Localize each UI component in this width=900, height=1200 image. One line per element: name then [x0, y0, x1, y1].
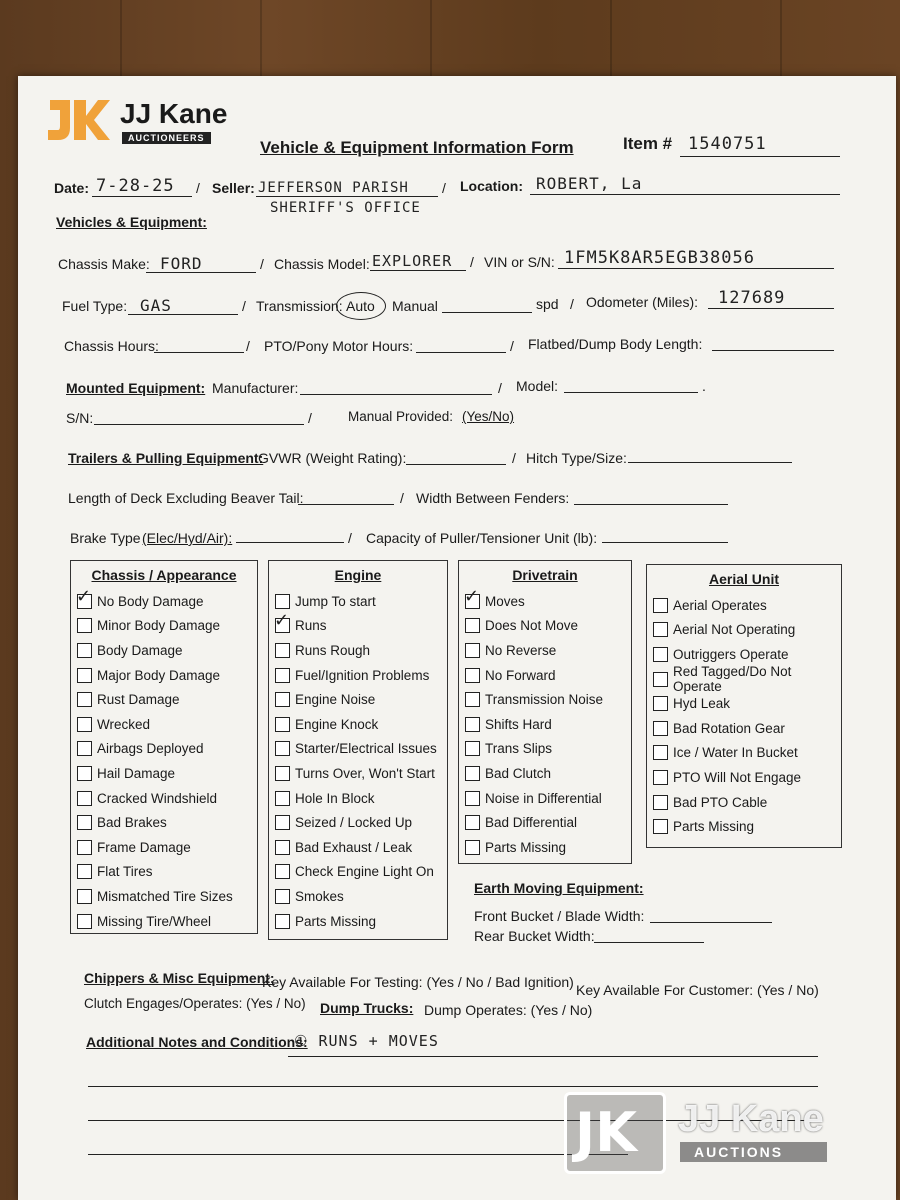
checkbox[interactable] [77, 864, 92, 879]
chassis-appearance-section [70, 560, 258, 934]
checkbox[interactable] [653, 598, 668, 613]
checkbox-row[interactable] [269, 589, 447, 614]
checkbox[interactable] [275, 643, 290, 658]
checkbox-row[interactable] [459, 810, 631, 835]
checkbox-row[interactable] [459, 687, 631, 712]
checkbox-label: Does Not Move [485, 618, 579, 634]
logo-brand: JJ Kane [120, 98, 228, 129]
mounted-manufacturer-label: Manufacturer: [212, 380, 299, 396]
checkbox-label: Red Tagged/Do Not Operate [673, 664, 792, 695]
checkbox[interactable] [77, 618, 92, 633]
brake-type-options[interactable]: (Elec/Hyd/Air): [142, 530, 233, 546]
checkbox-row[interactable] [459, 737, 631, 762]
checkbox-row[interactable] [647, 691, 841, 716]
checkbox-row[interactable] [459, 614, 631, 639]
checkbox-row[interactable] [269, 712, 447, 737]
clutch-label[interactable]: Clutch Engages/Operates: (Yes / No) [84, 996, 306, 1011]
checkbox-label: PTO Will Not Engage [673, 769, 802, 785]
checkbox[interactable] [77, 668, 92, 683]
checkbox-label: Airbags Deployed [97, 741, 204, 757]
checkbox[interactable] [653, 721, 668, 736]
width-fenders-label: Width Between Fenders: [416, 490, 570, 506]
odometer-label: Odometer (Miles): [586, 294, 699, 310]
checkbox[interactable] [77, 643, 92, 658]
fuel-type-label: Fuel Type: [62, 298, 128, 314]
checkbox-label: Major Body Damage [97, 667, 221, 683]
checkbox-row[interactable] [71, 860, 257, 885]
checkbox[interactable] [275, 692, 290, 707]
checkbox-label: Seized / Locked Up [295, 815, 413, 831]
checkbox[interactable] [653, 819, 668, 834]
checkbox[interactable] [274, 610, 290, 633]
watermark-brand: JJ Kane [678, 1098, 824, 1140]
checkbox-row[interactable] [459, 585, 631, 614]
checkbox[interactable] [465, 840, 480, 855]
checkbox-label: No Forward [485, 667, 556, 683]
checkbox-label: Smokes [295, 888, 344, 904]
checkbox-label: Transmission Noise [485, 692, 604, 708]
flatbed-label: Flatbed/Dump Body Length: [528, 336, 703, 352]
checkbox-label: Engine Noise [295, 692, 376, 708]
date-label: Date: [54, 180, 90, 196]
location-label: Location: [460, 178, 523, 194]
checkbox-row[interactable] [269, 884, 447, 909]
checkbox-row[interactable] [647, 618, 841, 643]
chassis-model-label: Chassis Model: [274, 256, 370, 272]
checkbox-row[interactable] [647, 790, 841, 815]
checkbox[interactable] [465, 618, 480, 633]
checkbox-label: Bad Clutch [485, 765, 552, 781]
odometer-value[interactable]: 127689 [718, 288, 786, 308]
mounted-model-label: Model: [516, 378, 559, 394]
checkbox-label: Runs [295, 618, 327, 634]
checkbox-row[interactable] [71, 614, 257, 639]
checkbox-row[interactable] [269, 663, 447, 688]
deck-length-label: Length of Deck Excluding Beaver Tail: [68, 490, 304, 506]
checkmark-icon: ✓ [274, 610, 290, 632]
item-label: Item # [623, 134, 673, 153]
checkbox[interactable] [77, 914, 92, 929]
item-number[interactable]: 1540751 [688, 134, 767, 154]
checkbox[interactable] [275, 717, 290, 732]
spd-label: spd [536, 296, 559, 312]
chippers-heading: Chippers & Misc Equipment: [84, 970, 275, 986]
checkbox-label: Runs Rough [295, 642, 371, 658]
checkbox-label: Starter/Electrical Issues [295, 741, 437, 757]
checkbox[interactable] [77, 741, 92, 756]
checkbox-row[interactable] [71, 835, 257, 860]
transmission-manual[interactable]: Manual [392, 298, 438, 314]
hitch-label: Hitch Type/Size: [526, 450, 627, 466]
checkbox-label: Bad Brakes [97, 815, 167, 831]
checkbox-label: Noise in Differential [485, 790, 602, 806]
checkbox[interactable] [77, 791, 92, 806]
logo-subtitle: AUCTIONEERS [122, 132, 211, 144]
mounted-sn-label: S/N: [66, 410, 94, 426]
checkbox[interactable] [653, 622, 668, 637]
checkbox[interactable] [465, 717, 480, 732]
vin-label: VIN or S/N: [484, 254, 555, 270]
watermark-sub: AUCTIONS [680, 1142, 827, 1162]
checkbox-label: Check Engine Light On [295, 864, 434, 880]
checkbox[interactable] [77, 717, 92, 732]
checkbox[interactable] [653, 795, 668, 810]
aerial-unit-section [646, 564, 842, 848]
checkbox-row[interactable] [459, 712, 631, 737]
checkbox[interactable] [275, 889, 290, 904]
checkbox-row[interactable] [269, 737, 447, 762]
chassis-hours-label: Chassis Hours: [64, 338, 159, 354]
seller-label: Seller: [212, 180, 255, 196]
checkbox-label: Cracked Windshield [97, 790, 218, 806]
checkbox-row[interactable] [71, 638, 257, 663]
chassis-make-label: Chassis Make: [58, 256, 150, 272]
checkbox-row[interactable] [71, 810, 257, 835]
checkbox-label: Shifts Hard [485, 716, 552, 732]
checkbox-row[interactable] [71, 712, 257, 737]
checkbox-row[interactable] [269, 761, 447, 786]
checkbox[interactable] [653, 672, 668, 687]
pto-hours-label: PTO/Pony Motor Hours: [264, 338, 414, 354]
checkbox-row[interactable] [647, 716, 841, 741]
chassis-model-value[interactable]: EXPLORER [372, 252, 453, 270]
checkbox-label: Body Damage [97, 642, 183, 658]
checkbox[interactable] [275, 594, 290, 609]
checkbox[interactable] [275, 914, 290, 929]
vehicles-heading: Vehicles & Equipment: [56, 214, 207, 230]
checkbox-label: Parts Missing [485, 839, 567, 855]
checkbox[interactable] [275, 815, 290, 830]
checkbox[interactable] [275, 766, 290, 781]
rear-bucket-label: Rear Bucket Width: [474, 928, 595, 944]
checkbox[interactable] [275, 840, 290, 855]
seller-value-2[interactable]: SHERIFF'S OFFICE [270, 200, 421, 216]
checkbox[interactable] [465, 741, 480, 756]
checkbox-label: Outriggers Operate [673, 646, 789, 662]
fuel-type-value[interactable]: GAS [140, 296, 172, 315]
checkbox[interactable] [77, 840, 92, 855]
checkbox-label: Hail Damage [97, 765, 176, 781]
checkbox-row[interactable] [647, 741, 841, 766]
checkbox[interactable] [653, 647, 668, 662]
gvwr-label: GVWR (Weight Rating): [258, 450, 407, 466]
checkbox-label: Minor Body Damage [97, 618, 221, 634]
checkbox-row[interactable] [647, 664, 841, 695]
checkbox-row[interactable] [269, 610, 447, 639]
checkbox-label: Trans Slips [485, 741, 553, 757]
checkbox[interactable] [465, 643, 480, 658]
checkbox-label: No Body Damage [97, 593, 204, 609]
checkbox-row[interactable] [459, 835, 631, 860]
checkbox[interactable] [653, 770, 668, 785]
checkbox[interactable] [76, 585, 92, 609]
section-title: Chassis / Appearance [91, 567, 237, 583]
checkbox-row[interactable] [71, 761, 257, 786]
form-title: Vehicle & Equipment Information Form [260, 138, 574, 157]
checkmark-icon: ✓ [76, 585, 92, 607]
checkbox-row[interactable] [71, 687, 257, 712]
checkbox-row[interactable] [647, 765, 841, 790]
checkbox[interactable] [653, 696, 668, 711]
checkbox-row[interactable] [459, 786, 631, 811]
checkbox-label: Ice / Water In Bucket [673, 745, 798, 761]
brake-type-label: Brake Type [70, 530, 141, 546]
checkbox-row[interactable] [269, 786, 447, 811]
checkbox[interactable] [275, 864, 290, 879]
vin-value[interactable]: 1FM5K8AR5EGB38056 [564, 248, 755, 268]
engine-section [268, 560, 448, 940]
checkbox-row[interactable] [647, 642, 841, 667]
checkbox[interactable] [275, 791, 290, 806]
checkbox-row[interactable] [71, 909, 257, 934]
checkbox-row[interactable] [269, 909, 447, 934]
chassis-make-value[interactable]: FORD [160, 254, 203, 273]
checkbox-label: Hyd Leak [673, 696, 731, 712]
checkbox[interactable] [77, 815, 92, 830]
location-value[interactable]: ROBERT, La [536, 174, 643, 193]
notes-label: Additional Notes and Conditions: [86, 1034, 308, 1050]
jj-kane-logo-icon [46, 94, 110, 146]
checkbox-row[interactable] [647, 814, 841, 839]
manual-provided-options[interactable]: (Yes/No) [462, 409, 515, 424]
checkbox[interactable] [275, 741, 290, 756]
drivetrain-section [458, 560, 632, 864]
notes-value[interactable]: ① RUNS + MOVES [294, 1032, 439, 1050]
checkbox[interactable] [77, 889, 92, 904]
checkbox-label: No Reverse [485, 642, 557, 658]
dump-trucks-heading: Dump Trucks: [320, 1000, 414, 1016]
watermark-logo-icon [564, 1092, 666, 1174]
key-testing-label[interactable]: Key Available For Testing: (Yes / No / Bad Ignition) [262, 974, 574, 990]
checkbox-label: Aerial Not Operating [673, 622, 796, 638]
checkbox-label: Jump To start [295, 593, 376, 609]
checkbox-label: Mismatched Tire Sizes [97, 888, 233, 904]
seller-value[interactable]: JEFFERSON PARISH [258, 180, 409, 196]
checkbox-row[interactable] [459, 663, 631, 688]
checkbox-label: Moves [485, 593, 525, 609]
transmission-auto[interactable]: Auto [346, 298, 375, 314]
checkbox[interactable] [77, 692, 92, 707]
checkbox[interactable] [275, 668, 290, 683]
checkbox-row[interactable] [459, 761, 631, 786]
checkmark-icon: ✓ [464, 585, 480, 607]
checkbox-label: Bad PTO Cable [673, 794, 768, 810]
checkbox-label: Hole In Block [295, 790, 375, 806]
checkbox-label: Bad Exhaust / Leak [295, 839, 413, 855]
section-title: Engine [334, 567, 382, 583]
checkbox-label: Engine Knock [295, 716, 379, 732]
checkbox-row[interactable] [269, 860, 447, 885]
manual-provided-label: Manual Provided: [348, 409, 454, 424]
checkbox[interactable] [465, 668, 480, 683]
svg-text:JK: JK [575, 1101, 637, 1164]
checkbox-label: Bad Differential [485, 815, 578, 831]
checkbox-label: Parts Missing [673, 819, 755, 835]
checkbox[interactable] [464, 585, 480, 609]
checkbox[interactable] [77, 766, 92, 781]
checkbox-label: Wrecked [97, 716, 151, 732]
transmission-label: Transmission: [256, 298, 343, 314]
checkbox-label: Missing Tire/Wheel [97, 913, 212, 929]
checkbox[interactable] [653, 745, 668, 760]
checkbox-label: Fuel/Ignition Problems [295, 667, 430, 683]
checkbox-row[interactable] [459, 638, 631, 663]
mounted-heading: Mounted Equipment: [66, 380, 206, 396]
earth-moving-heading: Earth Moving Equipment: [474, 880, 644, 896]
checkbox-row[interactable] [269, 835, 447, 860]
checkbox-row[interactable] [71, 786, 257, 811]
date-value[interactable]: 7-28-25 [96, 176, 175, 196]
checkbox-label: Flat Tires [97, 864, 153, 880]
dump-operates-label[interactable]: Dump Operates: (Yes / No) [424, 1002, 593, 1018]
checkbox-label: Aerial Operates [673, 597, 767, 613]
checkbox-label: Frame Damage [97, 839, 191, 855]
checkbox-label: Parts Missing [295, 913, 377, 929]
checkbox-row[interactable] [71, 884, 257, 909]
checkbox-row[interactable] [71, 585, 257, 614]
trailers-heading: Trailers & Pulling Equipment: [68, 450, 264, 466]
section-title: Drivetrain [512, 567, 578, 583]
capacity-label: Capacity of Puller/Tensioner Unit (lb): [366, 530, 598, 546]
checkbox[interactable] [465, 692, 480, 707]
key-customer-label[interactable]: Key Available For Customer: (Yes / No) [576, 982, 819, 998]
checkbox-row[interactable] [269, 638, 447, 663]
checkbox-row[interactable] [269, 687, 447, 712]
front-bucket-label: Front Bucket / Blade Width: [474, 908, 645, 924]
checkbox-label: Rust Damage [97, 692, 180, 708]
checkbox-row[interactable] [647, 593, 841, 618]
checkbox[interactable] [465, 815, 480, 830]
checkbox-label: Bad Rotation Gear [673, 720, 785, 736]
checkbox-label: Turns Over, Won't Start [295, 765, 435, 781]
checkbox[interactable] [465, 791, 480, 806]
checkbox-row[interactable] [71, 663, 257, 688]
checkbox-row[interactable] [269, 810, 447, 835]
form-paper: JJ Kane AUCTIONEERS Vehicle & Equipment Information Form Item # 1540751 Date: 7-28-25 / Seller: JEFFERSON PARISH SHERIFF'S OFFICE / Location: ROBERT, La Vehicles & Equipment: Chassis Make: FORD / Chassis Model: EXPLORER / VIN or S/N: 1FM5K8AR5EGB38056 Fuel Type: GAS / Transmission: Auto Manual spd / Odometer (Miles): 127689 Chassis Hours: / PTO/Pony Motor Hours: / Flatbed/Dump Body Length: Mounted Equipment: Manufacturer: / Model: . S/N: / Manual Provided: (Yes/No) Trailers & Pulling Equipment: GVWR (Weight Rating): / Hitch Type/Size: Length of Deck Excluding Beaver Tail: / Width Between Fenders: Brake Type (Elec/Hyd/Air): / Capacity of Puller/Tensioner Unit (lb): Chassis / Appearance ✓ No Body Damage Minor Body Damage Body Damage Major Body Damage Rust Damage Wrecked Airbags Deployed Hail Damage Cracked Windshield Bad Brakes Frame Damage Flat Tires Mismatched Tire Sizes Missing Tire/Wheel Engine Jump To start ✓ Runs Runs Rough Fuel/Ignition Problems Engine Noise Engine Knock Starter/Electrical Issues Turns Over, Won't Start Hole In Block Seized / Locked Up Bad Exhaust / Leak Check Engine Light On Smokes Parts Missing Drivetrain ✓ Moves Does Not Move No Reverse No Forward Transmission Noise Shifts Hard Trans Slips Bad Clutch Noise in Differential Bad Differential Parts Missing Aerial Unit Aerial Operates Aerial Not Operating Outriggers Operate Red Tagged/Do Not Operate Hyd Leak Bad Rotation Gear Ice / Water In Bucket PTO Will Not Engage Bad PTO Cable Parts Missing Earth Moving Equipment: Front Bucket / Blade Width: Rear Bucket Width: Chippers & Misc Equipment: Key Available For Testing: (Yes / No / Bad Ignition) Key Available For Customer: (Yes / No) Clutch Engages/Operates: (Yes / No) Dump Trucks: Dump Operates: (Yes / No) Additional Notes and Conditions: ① RUNS + MOVES JK JJ Kane AUCTIONS [18, 76, 896, 1200]
section-title: Aerial Unit [708, 571, 779, 587]
checkbox[interactable] [465, 766, 480, 781]
checkbox-row[interactable] [71, 737, 257, 762]
